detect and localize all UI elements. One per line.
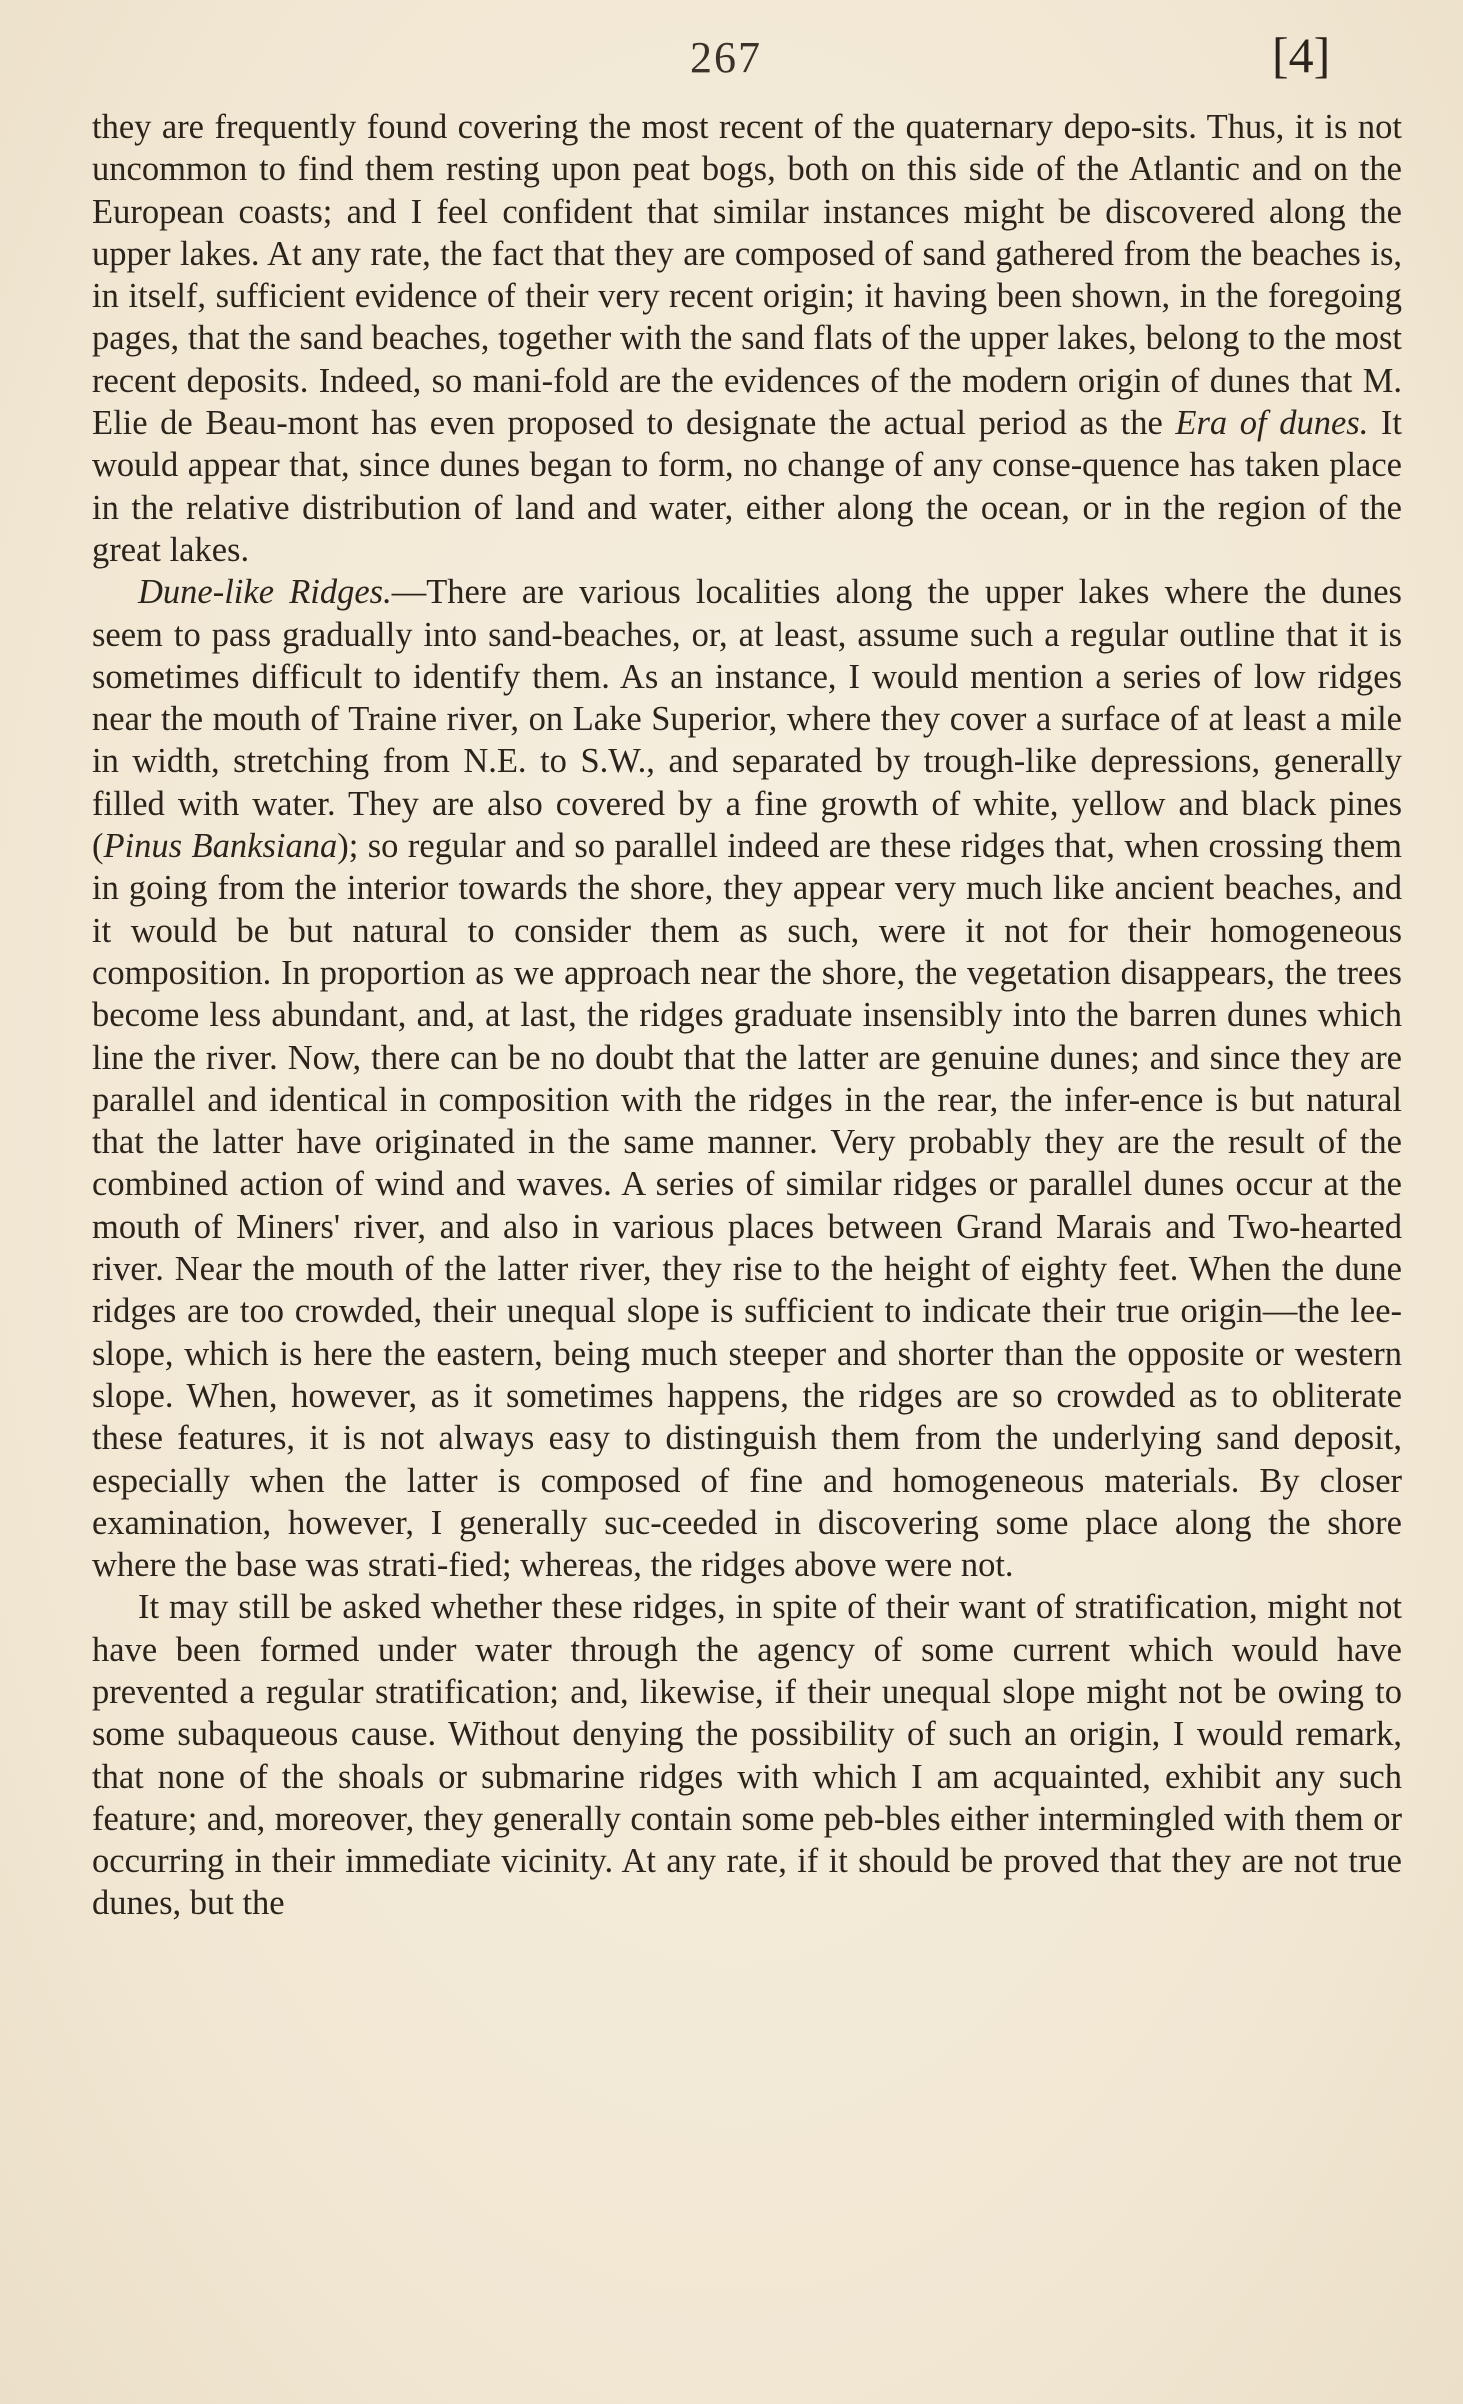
page-number: 267	[690, 33, 762, 82]
italic-text: Pinus Banksiana	[103, 827, 338, 866]
italic-text: Dune-like Ridges.	[138, 573, 392, 612]
paragraph-text: It would appear that, since dunes began to form, no change of any conse-quence has taken place in the relative distribution of land and water, either along the ocean, or in the region of the great lakes.	[92, 404, 1402, 569]
page-header	[0, 14, 1463, 84]
body-text	[92, 106, 1402, 1925]
paragraph	[92, 1586, 1402, 1924]
paragraph-text: they are frequently found covering the most recent of the quaternary depo-sits. Thus, it is not uncommon to find them resting upon peat bogs, both on this side of the Atlantic and on the European coasts; and I feel confident that similar instances might be discovered along the upper lakes. At any rate, the fact that they are composed of sand gathered from the beaches is, in itself, sufficient evidence of their very recent origin; it having been shown, in the foregoing pages, that the sand beaches, together with the sand flats of the upper lakes, belong to the most recent deposits. Indeed, so mani-fold are the evidences of the modern origin of dunes that M. Elie de Beau-mont has even proposed to designate the actual period as the	[92, 108, 1402, 443]
paragraph	[92, 571, 1402, 1586]
italic-text: Era of dunes.	[1175, 404, 1369, 443]
section-mark: [4]	[1272, 27, 1331, 83]
paragraph-text: It may still be asked whether these ridges, in spite of their want of stratification, might not have been formed under water through the agency of some current which would have prevented a regular stratification; and, likewise, if their unequal slope might not be owing to some subaqueous cause. Without denying the possibility of such an origin, I would remark, that none of the shoals or submarine ridges with which I am acquainted, exhibit any such feature; and, moreover, they generally contain some peb-bles either intermingled with them or occurring in their immediate vicinity. At any rate, if it should be proved that they are not true dunes, but the	[92, 1588, 1402, 1923]
paragraph	[92, 106, 1402, 571]
paragraph-text: —There are various localities along the upper lakes where the dunes seem to pass gradually into sand-beaches, or, at least, assume such a regular outline that it is sometimes difficult to identify them. As an instance, I would mention a series of low ridges near the mouth of Traine river, on Lake Superior, where they cover a surface of at least a mile in width, stretching from N.E. to S.W., and separated by trough-like depressions, generally filled with water. They are also covered by a fine growth of white, yellow and black pines (	[92, 573, 1402, 866]
paragraph-text: ); so regular and so parallel indeed are these ridges that, when crossing them in going from the interior towards the shore, they appear very much like ancient beaches, and it would be but natural to consider them as such, were it not for their homogeneous composition. In proportion as we approach near the shore, the vegetation disappears, the trees become less abundant, and, at last, the ridges graduate insensibly into the barren dunes which line the river. Now, there can be no doubt that the latter are genuine dunes; and since they are parallel and identical in composition with the ridges in the rear, the infer-ence is but natural that the latter have originated in the same manner. Very probably they are the result of the combined action of wind and waves. A series of similar ridges or parallel dunes occur at the mouth of Miners' river, and also in various places between Grand Marais and Two-hearted river. Near the mouth of the latter river, they rise to the height of eighty feet. When the dune ridges are too crowded, their unequal slope is sufficient to indicate their true origin—the lee-slope, which is here the eastern, being much steeper and shorter than the opposite or western slope. When, however, as it sometimes happens, the ridges are so crowded as to obliterate these features, it is not always easy to distinguish them from the underlying sand deposit, especially when the latter is composed of fine and homogeneous materials. By closer examination, however, I generally suc-ceeded in discovering some place along the shore where the base was strati-fied; whereas, the ridges above were not.	[92, 827, 1402, 1585]
